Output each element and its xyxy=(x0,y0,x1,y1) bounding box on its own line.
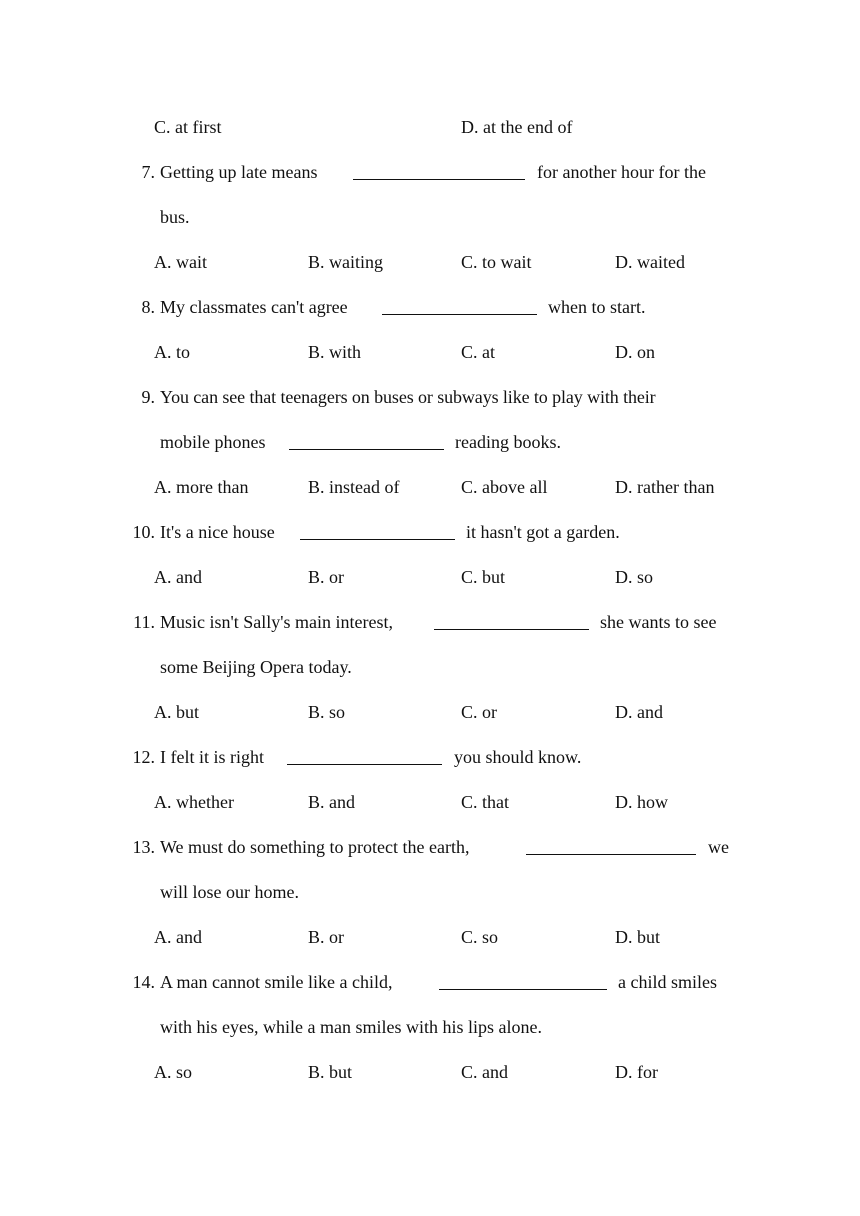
q13-option-a: A. and xyxy=(154,927,202,947)
q13-option-b: B. or xyxy=(308,927,344,947)
q12-answer-blank[interactable] xyxy=(287,764,442,765)
q10-option-a: A. and xyxy=(154,567,202,587)
q14-stem-after: a child smiles xyxy=(618,972,717,992)
q8-number: 8. xyxy=(141,297,155,317)
q8-stem-after: when to start. xyxy=(548,297,646,317)
q11-stem-cont-text: some Beijing Opera today. xyxy=(160,657,352,677)
q7-number: 7. xyxy=(141,162,155,182)
q10-option-b: B. or xyxy=(308,567,344,587)
q13-stem-after: we xyxy=(708,837,729,857)
q11-stem-before: Music isn't Sally's main interest, xyxy=(160,612,393,632)
q9-stem-after: reading books. xyxy=(455,432,561,452)
q11-option-a: A. but xyxy=(154,702,199,722)
q10-stem-after: it hasn't got a garden. xyxy=(466,522,620,542)
q8-option-d: D. on xyxy=(615,342,655,362)
q14-stem-before: A man cannot smile like a child, xyxy=(160,972,393,992)
q12-option-c: C. that xyxy=(461,792,509,812)
q6-option-c: C. at first xyxy=(154,117,222,137)
q12-stem-before: I felt it is right xyxy=(160,747,264,767)
q7-answer-blank[interactable] xyxy=(353,179,525,180)
q12-option-d: D. how xyxy=(615,792,668,812)
q13-number: 13. xyxy=(132,837,155,857)
q14-number: 14. xyxy=(132,972,155,992)
q13-answer-blank[interactable] xyxy=(526,854,696,855)
q10-answer-blank[interactable] xyxy=(300,539,455,540)
q12-stem-after: you should know. xyxy=(454,747,582,767)
q9-option-d: D. rather than xyxy=(615,477,715,497)
q14-option-b: B. but xyxy=(308,1062,353,1082)
q10-option-d: D. so xyxy=(615,567,654,587)
q14-option-a: A. so xyxy=(154,1062,193,1082)
q13-stem-cont-text: will lose our home. xyxy=(160,882,299,902)
q7-option-a: A. wait xyxy=(154,252,207,272)
q10-option-c: C. but xyxy=(461,567,506,587)
q8-option-a: A. to xyxy=(154,342,190,362)
q8-answer-blank[interactable] xyxy=(382,314,537,315)
q7-stem-cont-text: bus. xyxy=(160,207,190,227)
q9-stem-line1: You can see that teenagers on buses or subways like to play with their xyxy=(160,387,656,407)
q8-option-b: B. with xyxy=(308,342,362,362)
q11-option-d: D. and xyxy=(615,702,663,722)
q7-option-b: B. waiting xyxy=(308,252,383,272)
q9-number: 9. xyxy=(141,387,155,407)
q9-option-c: C. above all xyxy=(461,477,548,497)
q14-option-c: C. and xyxy=(461,1062,508,1082)
q10-stem-before: It's a nice house xyxy=(160,522,275,542)
q9-stem-before: mobile phones xyxy=(160,432,266,452)
q12-option-b: B. and xyxy=(308,792,355,812)
q14-option-d: D. for xyxy=(615,1062,658,1082)
q14-stem-cont-text: with his eyes, while a man smiles with his lips alone. xyxy=(160,1017,542,1037)
q14-answer-blank[interactable] xyxy=(439,989,607,990)
q11-option-b: B. so xyxy=(308,702,346,722)
q9-answer-blank[interactable] xyxy=(289,449,444,450)
q7-stem-before: Getting up late means xyxy=(160,162,318,182)
q12-number: 12. xyxy=(132,747,155,767)
q8-stem-before: My classmates can't agree xyxy=(160,297,348,317)
q11-option-c: C. or xyxy=(461,702,497,722)
q9-option-b: B. instead of xyxy=(308,477,400,497)
q11-stem-after: she wants to see xyxy=(600,612,717,632)
q11-number: 11. xyxy=(133,612,155,632)
q13-option-c: C. so xyxy=(461,927,499,947)
q10-number: 10. xyxy=(132,522,155,542)
q8-option-c: C. at xyxy=(461,342,495,362)
q13-stem-before: We must do something to protect the earth, xyxy=(160,837,470,857)
q6-option-d: D. at the end of xyxy=(461,117,573,137)
q7-option-d: D. waited xyxy=(615,252,685,272)
q13-option-d: D. but xyxy=(615,927,660,947)
q11-answer-blank[interactable] xyxy=(434,629,589,630)
q9-option-a: A. more than xyxy=(154,477,249,497)
q7-option-c: C. to wait xyxy=(461,252,532,272)
q12-option-a: A. whether xyxy=(154,792,234,812)
q7-stem-after: for another hour for the xyxy=(537,162,706,182)
